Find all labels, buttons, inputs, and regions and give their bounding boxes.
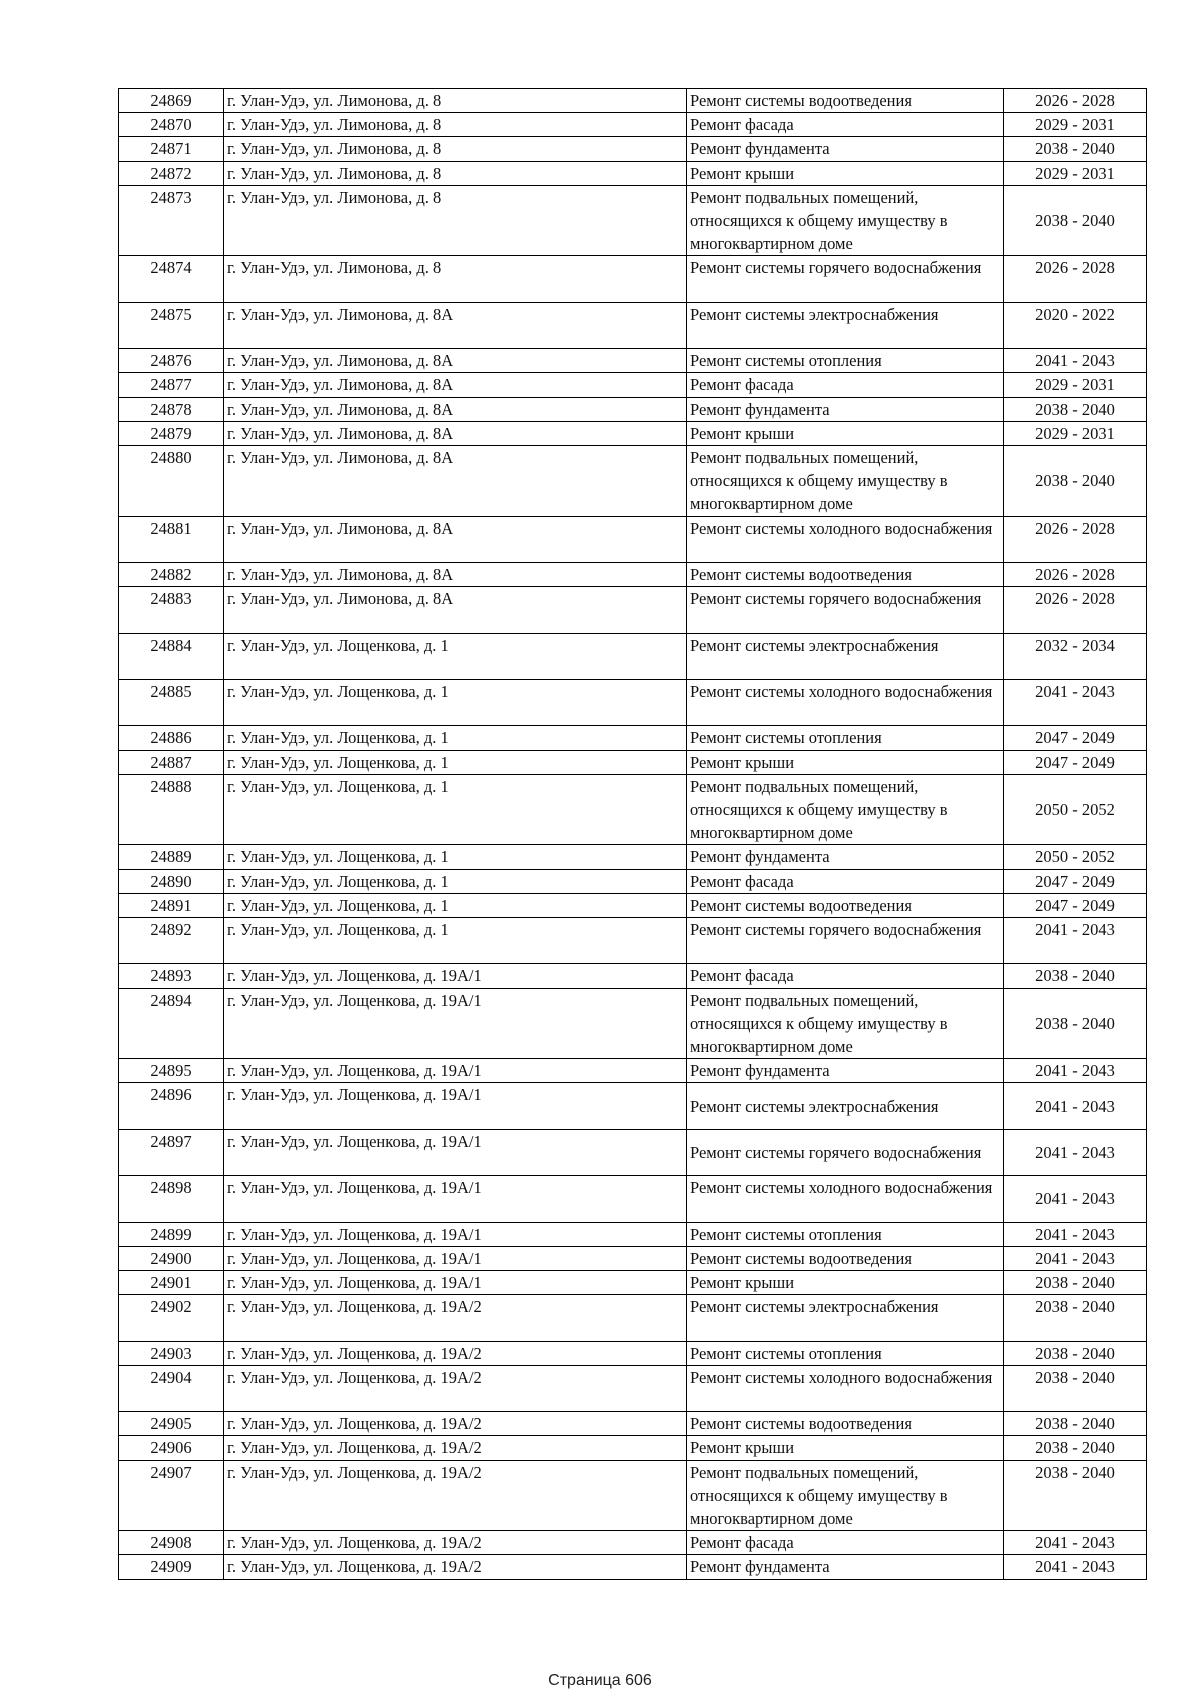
- row-number: 24895: [119, 1059, 224, 1083]
- row-number: 24869: [119, 89, 224, 113]
- row-period: 2038 - 2040: [1004, 1271, 1147, 1295]
- row-address: г. Улан-Удэ, ул. Лощенкова, д. 19А/2: [224, 1341, 687, 1365]
- table-row: [119, 964, 1147, 988]
- row-period: 2041 - 2043: [1004, 1129, 1147, 1175]
- row-period: 2047 - 2049: [1004, 750, 1147, 774]
- row-work-type: Ремонт фундамента: [687, 1555, 1004, 1579]
- row-number: 24880: [119, 446, 224, 517]
- row-period: 2029 - 2031: [1004, 421, 1147, 445]
- row-address: г. Улан-Удэ, ул. Лощенкова, д. 19А/1: [224, 1176, 687, 1222]
- row-number: 24892: [119, 918, 224, 964]
- row-address: г. Улан-Удэ, ул. Лощенкова, д. 19А/2: [224, 1295, 687, 1341]
- table-row: [119, 1083, 1147, 1129]
- row-work-type: Ремонт системы электроснабжения: [687, 302, 1004, 348]
- row-period: 2038 - 2040: [1004, 137, 1147, 161]
- row-number: 24908: [119, 1531, 224, 1555]
- row-work-type: Ремонт фасада: [687, 964, 1004, 988]
- row-number: 24875: [119, 302, 224, 348]
- row-work-type: Ремонт системы водоотведения: [687, 563, 1004, 587]
- row-work-type: Ремонт подвальных помещений, относящихся к общему имуществу в многоквартирном доме: [687, 1460, 1004, 1531]
- table-row: [119, 869, 1147, 893]
- table-row: [119, 1246, 1147, 1270]
- row-work-type: Ремонт системы отопления: [687, 1341, 1004, 1365]
- table-row: [119, 349, 1147, 373]
- row-period: 2038 - 2040: [1004, 1341, 1147, 1365]
- row-period: 2041 - 2043: [1004, 1246, 1147, 1270]
- table-row: [119, 1412, 1147, 1436]
- row-number: 24899: [119, 1222, 224, 1246]
- table-row: [119, 1555, 1147, 1579]
- row-number: 24888: [119, 774, 224, 845]
- row-period: 2026 - 2028: [1004, 587, 1147, 633]
- row-work-type: Ремонт системы холодного водоснабжения: [687, 1176, 1004, 1222]
- table-row: [119, 397, 1147, 421]
- table-row: [119, 1271, 1147, 1295]
- row-work-type: Ремонт подвальных помещений, относящихся к общему имуществу в многоквартирном доме: [687, 446, 1004, 517]
- table-row: [119, 161, 1147, 185]
- row-address: г. Улан-Удэ, ул. Лимонова, д. 8: [224, 161, 687, 185]
- row-work-type: Ремонт системы водоотведения: [687, 89, 1004, 113]
- table-row: [119, 845, 1147, 869]
- row-number: 24885: [119, 680, 224, 726]
- row-address: г. Улан-Удэ, ул. Лимонова, д. 8: [224, 185, 687, 256]
- row-period: 2038 - 2040: [1004, 1460, 1147, 1531]
- row-period: 2038 - 2040: [1004, 1436, 1147, 1460]
- row-address: г. Улан-Удэ, ул. Лощенкова, д. 19А/1: [224, 1129, 687, 1175]
- row-period: 2047 - 2049: [1004, 869, 1147, 893]
- row-period: 2041 - 2043: [1004, 918, 1147, 964]
- row-number: 24870: [119, 113, 224, 137]
- row-number: 24901: [119, 1271, 224, 1295]
- table-row: [119, 633, 1147, 679]
- document-page: [118, 88, 1146, 1580]
- row-address: г. Улан-Удэ, ул. Лимонова, д. 8А: [224, 587, 687, 633]
- table-row: [119, 421, 1147, 445]
- row-period: 2038 - 2040: [1004, 185, 1147, 256]
- table-row: [119, 302, 1147, 348]
- row-work-type: Ремонт крыши: [687, 750, 1004, 774]
- row-number: 24907: [119, 1460, 224, 1531]
- row-number: 24872: [119, 161, 224, 185]
- row-work-type: Ремонт системы электроснабжения: [687, 1295, 1004, 1341]
- row-number: 24891: [119, 893, 224, 917]
- row-number: 24904: [119, 1365, 224, 1411]
- row-period: 2050 - 2052: [1004, 774, 1147, 845]
- row-address: г. Улан-Удэ, ул. Лимонова, д. 8А: [224, 349, 687, 373]
- row-number: 24876: [119, 349, 224, 373]
- table-row: [119, 1460, 1147, 1531]
- row-work-type: Ремонт подвальных помещений, относящихся к общему имуществу в многоквартирном доме: [687, 988, 1004, 1059]
- row-work-type: Ремонт фасада: [687, 869, 1004, 893]
- row-number: 24900: [119, 1246, 224, 1270]
- row-number: 24873: [119, 185, 224, 256]
- row-period: 2038 - 2040: [1004, 964, 1147, 988]
- row-work-type: Ремонт системы горячего водоснабжения: [687, 256, 1004, 302]
- row-period: 2041 - 2043: [1004, 1176, 1147, 1222]
- row-address: г. Улан-Удэ, ул. Лимонова, д. 8А: [224, 397, 687, 421]
- row-number: 24894: [119, 988, 224, 1059]
- table-row: [119, 137, 1147, 161]
- table-row: [119, 680, 1147, 726]
- row-period: 2038 - 2040: [1004, 446, 1147, 517]
- row-work-type: Ремонт крыши: [687, 421, 1004, 445]
- row-work-type: Ремонт крыши: [687, 161, 1004, 185]
- row-period: 2026 - 2028: [1004, 563, 1147, 587]
- table-row: [119, 750, 1147, 774]
- row-number: 24877: [119, 373, 224, 397]
- table-row: [119, 446, 1147, 517]
- table-row: [119, 563, 1147, 587]
- table-row: [119, 516, 1147, 562]
- table-row: [119, 1341, 1147, 1365]
- row-address: г. Улан-Удэ, ул. Лощенкова, д. 19А/2: [224, 1436, 687, 1460]
- table-row: [119, 587, 1147, 633]
- row-period: 2038 - 2040: [1004, 1295, 1147, 1341]
- table-row: [119, 373, 1147, 397]
- row-number: 24905: [119, 1412, 224, 1436]
- row-number: 24896: [119, 1083, 224, 1129]
- row-period: 2047 - 2049: [1004, 726, 1147, 750]
- row-address: г. Улан-Удэ, ул. Лощенкова, д. 1: [224, 774, 687, 845]
- row-period: 2041 - 2043: [1004, 349, 1147, 373]
- row-number: 24878: [119, 397, 224, 421]
- row-work-type: Ремонт системы горячего водоснабжения: [687, 587, 1004, 633]
- row-address: г. Улан-Удэ, ул. Лимонова, д. 8А: [224, 373, 687, 397]
- table-row: [119, 1059, 1147, 1083]
- row-period: 2026 - 2028: [1004, 89, 1147, 113]
- row-address: г. Улан-Удэ, ул. Лощенкова, д. 1: [224, 750, 687, 774]
- row-period: 2029 - 2031: [1004, 161, 1147, 185]
- row-number: 24902: [119, 1295, 224, 1341]
- row-number: 24886: [119, 726, 224, 750]
- row-address: г. Улан-Удэ, ул. Лощенкова, д. 1: [224, 680, 687, 726]
- row-number: 24874: [119, 256, 224, 302]
- row-address: г. Улан-Удэ, ул. Лимонова, д. 8: [224, 256, 687, 302]
- row-address: г. Улан-Удэ, ул. Лощенкова, д. 19А/1: [224, 988, 687, 1059]
- row-number: 24881: [119, 516, 224, 562]
- row-address: г. Улан-Удэ, ул. Лощенкова, д. 19А/2: [224, 1412, 687, 1436]
- row-period: 2041 - 2043: [1004, 1555, 1147, 1579]
- row-address: г. Улан-Удэ, ул. Лимонова, д. 8А: [224, 302, 687, 348]
- row-address: г. Улан-Удэ, ул. Лощенкова, д. 19А/1: [224, 1246, 687, 1270]
- row-period: 2032 - 2034: [1004, 633, 1147, 679]
- row-work-type: Ремонт системы водоотведения: [687, 1412, 1004, 1436]
- row-period: 2041 - 2043: [1004, 1222, 1147, 1246]
- row-period: 2038 - 2040: [1004, 1365, 1147, 1411]
- row-number: 24897: [119, 1129, 224, 1175]
- table-row: [119, 1295, 1147, 1341]
- row-address: г. Улан-Удэ, ул. Лимонова, д. 8: [224, 137, 687, 161]
- row-period: 2050 - 2052: [1004, 845, 1147, 869]
- table-row: [119, 1176, 1147, 1222]
- row-address: г. Улан-Удэ, ул. Лощенкова, д. 1: [224, 893, 687, 917]
- row-number: 24893: [119, 964, 224, 988]
- row-address: г. Улан-Удэ, ул. Лимонова, д. 8А: [224, 563, 687, 587]
- table-row: [119, 774, 1147, 845]
- repair-schedule-table: [118, 88, 1147, 1580]
- row-address: г. Улан-Удэ, ул. Лимонова, д. 8А: [224, 421, 687, 445]
- row-number: 24909: [119, 1555, 224, 1579]
- row-work-type: Ремонт системы холодного водоснабжения: [687, 516, 1004, 562]
- table-row: [119, 1365, 1147, 1411]
- row-address: г. Улан-Удэ, ул. Лощенкова, д. 19А/1: [224, 1222, 687, 1246]
- row-work-type: Ремонт системы горячего водоснабжения: [687, 1129, 1004, 1175]
- row-address: г. Улан-Удэ, ул. Лимонова, д. 8А: [224, 516, 687, 562]
- row-address: г. Улан-Удэ, ул. Лощенкова, д. 19А/1: [224, 1059, 687, 1083]
- row-address: г. Улан-Удэ, ул. Лощенкова, д. 19А/2: [224, 1460, 687, 1531]
- row-address: г. Улан-Удэ, ул. Лощенкова, д. 1: [224, 726, 687, 750]
- row-work-type: Ремонт крыши: [687, 1271, 1004, 1295]
- row-work-type: Ремонт системы отопления: [687, 726, 1004, 750]
- row-work-type: Ремонт подвальных помещений, относящихся к общему имуществу в многоквартирном доме: [687, 774, 1004, 845]
- row-work-type: Ремонт фундамента: [687, 1059, 1004, 1083]
- row-number: 24871: [119, 137, 224, 161]
- row-work-type: Ремонт системы отопления: [687, 1222, 1004, 1246]
- row-work-type: Ремонт системы электроснабжения: [687, 633, 1004, 679]
- row-address: г. Улан-Удэ, ул. Лощенкова, д. 1: [224, 845, 687, 869]
- row-work-type: Ремонт фасада: [687, 373, 1004, 397]
- row-number: 24898: [119, 1176, 224, 1222]
- table-row: [119, 185, 1147, 256]
- row-address: г. Улан-Удэ, ул. Лимонова, д. 8: [224, 113, 687, 137]
- row-work-type: Ремонт фасада: [687, 113, 1004, 137]
- row-address: г. Улан-Удэ, ул. Лощенкова, д. 19А/2: [224, 1531, 687, 1555]
- row-number: 24884: [119, 633, 224, 679]
- row-period: 2038 - 2040: [1004, 397, 1147, 421]
- page-number: Страница 606: [548, 1672, 652, 1689]
- table-row: [119, 988, 1147, 1059]
- row-work-type: Ремонт крыши: [687, 1436, 1004, 1460]
- row-period: 2047 - 2049: [1004, 893, 1147, 917]
- row-address: г. Улан-Удэ, ул. Лощенкова, д. 19А/2: [224, 1365, 687, 1411]
- row-number: 24887: [119, 750, 224, 774]
- row-address: г. Улан-Удэ, ул. Лощенкова, д. 1: [224, 918, 687, 964]
- table-body: [119, 89, 1147, 1580]
- row-number: 24882: [119, 563, 224, 587]
- row-work-type: Ремонт системы водоотведения: [687, 1246, 1004, 1270]
- row-work-type: Ремонт фундамента: [687, 397, 1004, 421]
- table-row: [119, 113, 1147, 137]
- row-period: 2020 - 2022: [1004, 302, 1147, 348]
- row-work-type: Ремонт системы отопления: [687, 349, 1004, 373]
- row-period: 2026 - 2028: [1004, 516, 1147, 562]
- row-period: 2041 - 2043: [1004, 1531, 1147, 1555]
- table-row: [119, 1436, 1147, 1460]
- table-row: [119, 918, 1147, 964]
- table-row: [119, 893, 1147, 917]
- table-row: [119, 1531, 1147, 1555]
- row-work-type: Ремонт системы водоотведения: [687, 893, 1004, 917]
- table-row: [119, 1129, 1147, 1175]
- row-address: г. Улан-Удэ, ул. Лощенкова, д. 19А/1: [224, 1083, 687, 1129]
- row-period: 2041 - 2043: [1004, 1059, 1147, 1083]
- row-address: г. Улан-Удэ, ул. Лощенкова, д. 19А/1: [224, 964, 687, 988]
- row-work-type: Ремонт фундамента: [687, 845, 1004, 869]
- row-address: г. Улан-Удэ, ул. Лощенкова, д. 1: [224, 633, 687, 679]
- row-address: г. Улан-Удэ, ул. Лимонова, д. 8: [224, 89, 687, 113]
- row-work-type: Ремонт системы холодного водоснабжения: [687, 1365, 1004, 1411]
- row-work-type: Ремонт фундамента: [687, 137, 1004, 161]
- row-period: 2041 - 2043: [1004, 1083, 1147, 1129]
- row-address: г. Улан-Удэ, ул. Лощенкова, д. 1: [224, 869, 687, 893]
- row-period: 2041 - 2043: [1004, 680, 1147, 726]
- row-period: 2038 - 2040: [1004, 1412, 1147, 1436]
- row-work-type: Ремонт системы горячего водоснабжения: [687, 918, 1004, 964]
- row-number: 24883: [119, 587, 224, 633]
- row-work-type: Ремонт фасада: [687, 1531, 1004, 1555]
- row-address: г. Улан-Удэ, ул. Лощенкова, д. 19А/2: [224, 1555, 687, 1579]
- row-number: 24889: [119, 845, 224, 869]
- row-period: 2029 - 2031: [1004, 113, 1147, 137]
- row-period: 2026 - 2028: [1004, 256, 1147, 302]
- table-row: [119, 726, 1147, 750]
- row-address: г. Улан-Удэ, ул. Лощенкова, д. 19А/1: [224, 1271, 687, 1295]
- row-address: г. Улан-Удэ, ул. Лимонова, д. 8А: [224, 446, 687, 517]
- row-period: 2038 - 2040: [1004, 988, 1147, 1059]
- row-work-type: Ремонт подвальных помещений, относящихся к общему имуществу в многоквартирном доме: [687, 185, 1004, 256]
- row-number: 24903: [119, 1341, 224, 1365]
- row-number: 24890: [119, 869, 224, 893]
- table-row: [119, 1222, 1147, 1246]
- table-row: [119, 256, 1147, 302]
- row-work-type: Ремонт системы холодного водоснабжения: [687, 680, 1004, 726]
- row-work-type: Ремонт системы электроснабжения: [687, 1083, 1004, 1129]
- row-period: 2029 - 2031: [1004, 373, 1147, 397]
- table-row: [119, 89, 1147, 113]
- row-number: 24906: [119, 1436, 224, 1460]
- row-number: 24879: [119, 421, 224, 445]
